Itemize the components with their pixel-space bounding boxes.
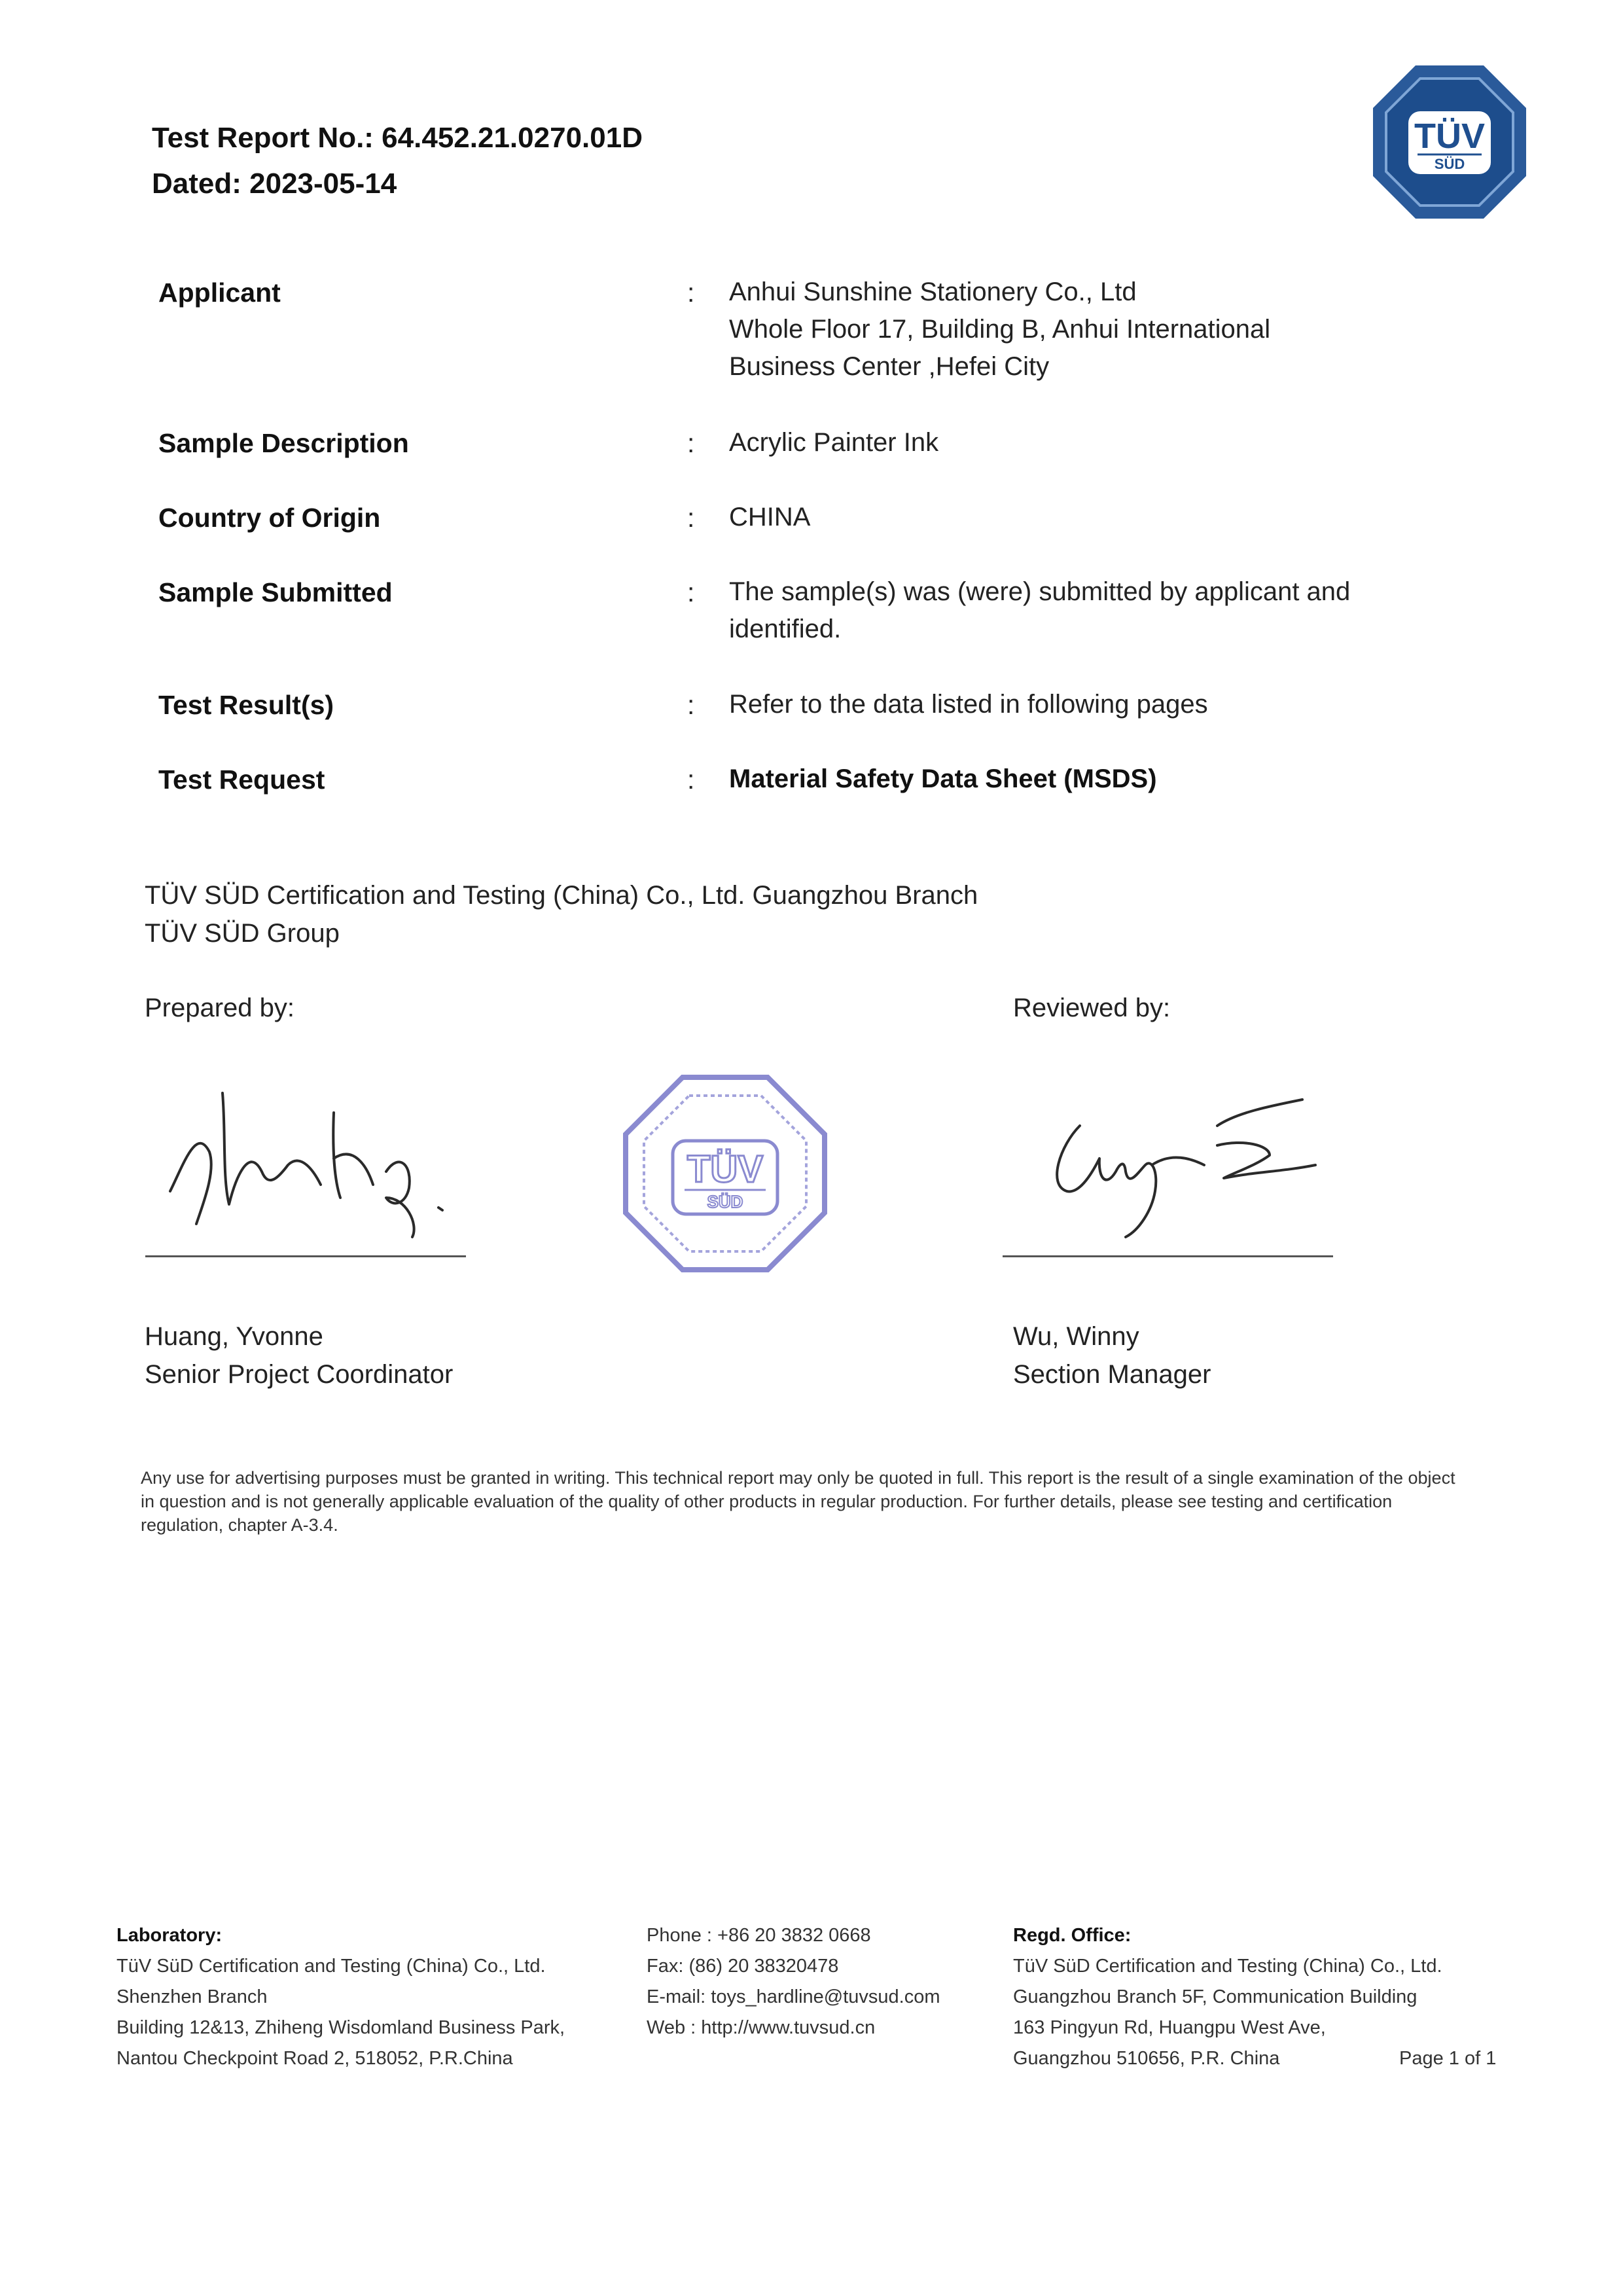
field-value-line: Whole Floor 17, Building B, Anhui International bbox=[729, 315, 1271, 344]
field-value-line: CHINA bbox=[729, 503, 811, 531]
reviewed-by-name: Wu, Winny bbox=[1013, 1322, 1139, 1351]
prepared-by-title: Senior Project Coordinator bbox=[145, 1360, 454, 1389]
footer-laboratory-title: Laboratory: bbox=[116, 1925, 223, 1946]
field-value bbox=[729, 274, 1482, 386]
footer-line: Guangzhou 510656, P.R. China bbox=[1013, 2048, 1280, 2069]
footer-line: Building 12&13, Zhiheng Wisdomland Business Park, bbox=[116, 2017, 565, 2038]
field-colon: : bbox=[687, 428, 695, 458]
stamp-text-sub: SÜD bbox=[707, 1192, 743, 1211]
page-number: Page 1 of 1 bbox=[1399, 2048, 1497, 2069]
reviewed-by-title: Section Manager bbox=[1013, 1360, 1211, 1389]
field-value-line: Business Center ,Hefei City bbox=[729, 352, 1050, 381]
footer-office-title: Regd. Office: bbox=[1013, 1925, 1132, 1946]
field-label: Test Result(s) bbox=[158, 690, 334, 720]
logo-text-main: TÜV bbox=[1414, 117, 1485, 156]
signature-wu bbox=[1021, 1073, 1348, 1244]
field-colon: : bbox=[687, 764, 695, 795]
reviewed-by-label: Reviewed by: bbox=[1013, 994, 1171, 1022]
field-label: Sample Submitted bbox=[158, 577, 393, 607]
field-value bbox=[729, 499, 1482, 536]
field-colon: : bbox=[687, 278, 695, 308]
field-label: Test Request bbox=[158, 764, 325, 795]
field-value-line: Acrylic Painter Ink bbox=[729, 428, 939, 457]
field-value-line: Anhui Sunshine Stationery Co., Ltd bbox=[729, 278, 1137, 306]
field-label: Applicant bbox=[158, 278, 281, 308]
prepared-by-name: Huang, Yvonne bbox=[145, 1322, 323, 1351]
field-value bbox=[729, 573, 1482, 648]
field-colon: : bbox=[687, 503, 695, 533]
tuv-sud-stamp bbox=[620, 1072, 830, 1275]
disclaimer-text: Any use for advertising purposes must be granted in writing. This technical report may only be quoted in full. This report is the result of a single examination of the object in question and is not generally applicable evaluation of the quality of other products in regular production. For further details, please see testing and certification regulation, chapter A-3.4. bbox=[141, 1468, 1455, 1535]
footer-line: 163 Pingyun Rd, Huangpu West Ave, bbox=[1013, 2017, 1326, 2038]
company-name: TÜV SÜD Certification and Testing (China) Co., Ltd. Guangzhou Branch bbox=[145, 881, 978, 910]
signature-huang bbox=[157, 1073, 471, 1244]
prepared-by-label: Prepared by: bbox=[145, 994, 295, 1022]
field-value bbox=[729, 761, 1482, 798]
field-value-line: Refer to the data listed in following pages bbox=[729, 690, 1208, 719]
field-colon: : bbox=[687, 690, 695, 720]
stamp-text-main: TÜV bbox=[687, 1148, 763, 1191]
footer-web: Web : http://www.tuvsud.cn bbox=[647, 2017, 876, 2038]
company-group: TÜV SÜD Group bbox=[145, 919, 340, 948]
footer-email: E-mail: toys_hardline@tuvsud.com bbox=[647, 1986, 940, 2007]
field-value bbox=[729, 686, 1482, 723]
field-value bbox=[729, 424, 1482, 461]
footer-line: TüV SüD Certification and Testing (China) Co., Ltd. bbox=[1013, 1956, 1442, 1977]
footer-laboratory bbox=[116, 1920, 640, 2074]
field-value-line: The sample(s) was (were) submitted by applicant and bbox=[729, 577, 1351, 606]
logo-text-sub: SÜD bbox=[1434, 156, 1465, 172]
field-value-line: identified. bbox=[729, 615, 842, 643]
signature-line-reviewed bbox=[1003, 1255, 1333, 1257]
footer-line: Shenzhen Branch bbox=[116, 1986, 268, 2007]
footer-line: TüV SüD Certification and Testing (China) Co., Ltd. bbox=[116, 1956, 546, 1977]
footer-fax: Fax: (86) 20 38320478 bbox=[647, 1956, 839, 1977]
field-colon: : bbox=[687, 577, 695, 607]
signature-line-prepared bbox=[145, 1255, 466, 1257]
field-label: Country of Origin bbox=[158, 503, 381, 533]
footer-line: Nantou Checkpoint Road 2, 518052, P.R.China bbox=[116, 2048, 513, 2069]
field-value-line: Material Safety Data Sheet (MSDS) bbox=[729, 764, 1157, 793]
tuv-sud-logo bbox=[1368, 60, 1531, 224]
footer-contact bbox=[647, 1920, 1013, 2043]
report-number: Test Report No.: 64.452.21.0270.01D bbox=[152, 122, 643, 154]
footer-line: Guangzhou Branch 5F, Communication Building bbox=[1013, 1986, 1418, 2007]
report-date: Dated: 2023-05-14 bbox=[152, 168, 397, 200]
footer-phone: Phone : +86 20 3832 0668 bbox=[647, 1925, 871, 1946]
field-label: Sample Description bbox=[158, 428, 409, 458]
